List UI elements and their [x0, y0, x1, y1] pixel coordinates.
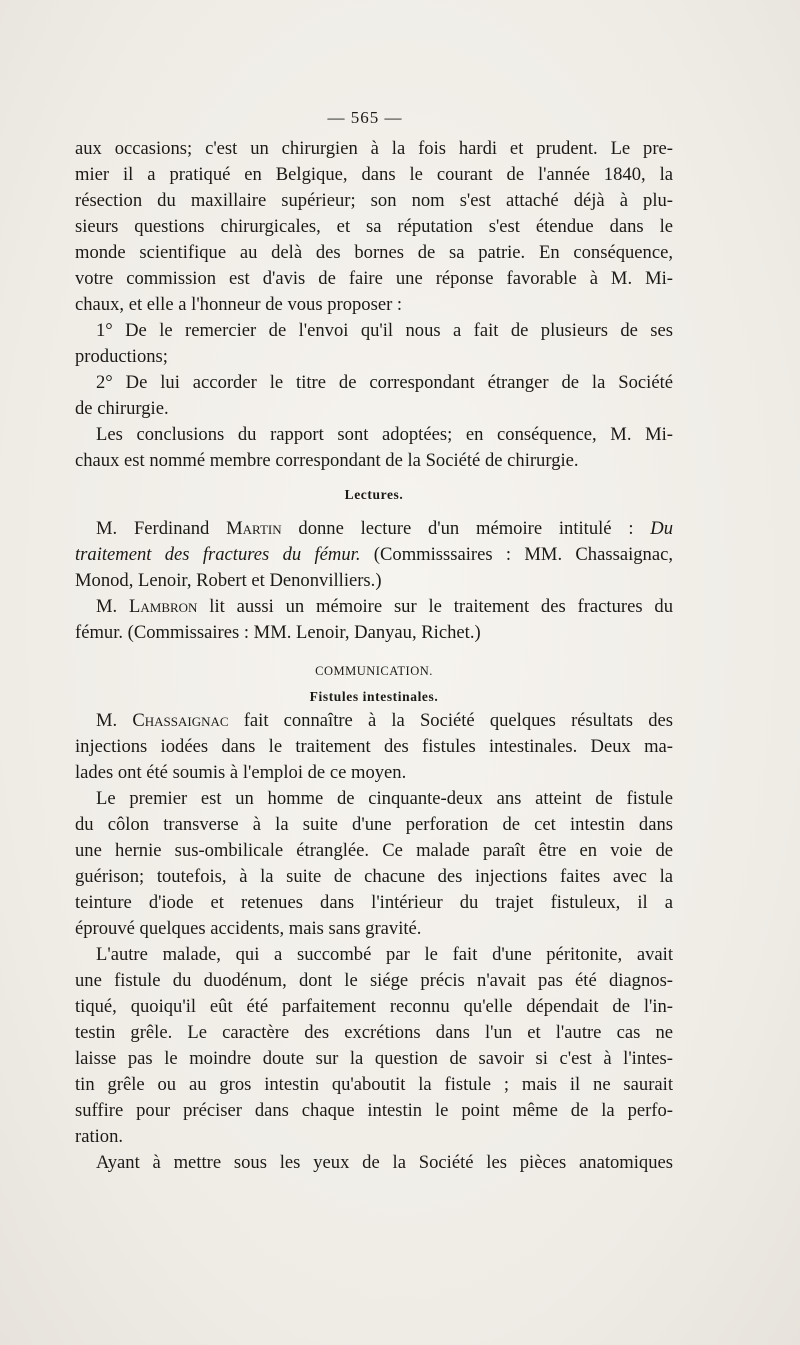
text-line: une fistule du duodénum, dont le siége précis n'avait pas été diagnos-: [75, 970, 673, 991]
paragraph-continuation: [75, 136, 673, 318]
text-line: Ayant à mettre sous les yeux de la Société les pièces anatomiques: [96, 1152, 673, 1173]
text-line: [75, 594, 673, 620]
text-line: aux occasions; c'est un chirurgien à la fois hardi et prudent. Le pre-: [75, 138, 673, 159]
paragraph-autre-malade: [75, 942, 673, 1150]
text-fragment: (Commisssaires : MM. Chassaignac,: [360, 544, 673, 565]
text-line: une hernie sus-ombilicale étranglée. Ce malade paraît être en voie de: [75, 840, 673, 861]
text-line: [75, 516, 673, 542]
text-line: ration.: [75, 1126, 124, 1147]
text-line: laisse pas le moindre doute sur la question de savoir si c'est à l'intes-: [75, 1048, 673, 1069]
text-line: 2° De lui accorder le titre de correspondant étranger de la Société: [96, 372, 673, 393]
text-body: [75, 136, 673, 1176]
text-line: [75, 708, 673, 734]
text-line: Les conclusions du rapport sont adoptées; en conséquence, M. Mi-: [96, 424, 673, 445]
section-heading-lectures: Lectures.: [344, 487, 404, 502]
author-name: Chassaignac: [132, 710, 229, 731]
text-line: de chirurgie.: [75, 398, 169, 419]
text-fragment: lit aussi un mémoire sur le traitement des fractures du: [197, 596, 673, 617]
paragraph-conclusions: [75, 422, 673, 474]
text-line: monde scientifique au delà des bornes de sa patrie. En conséquence,: [75, 242, 673, 263]
text-fragment: donne lecture d'un mémoire intitulé :: [281, 518, 651, 539]
text-line: chaux est nommé membre correspondant de la Société de chirurgie.: [75, 450, 579, 471]
text-line: Monod, Lenoir, Robert et Denonvilliers.): [75, 570, 382, 591]
text-line: Le premier est un homme de cinquante-deux ans atteint de fistule: [96, 788, 673, 809]
text-line: teinture d'iode et retenues dans l'intérieur du trajet fistuleux, il a: [75, 892, 673, 913]
text-line: L'autre malade, qui a succombé par le fait d'une péritonite, avait: [96, 944, 673, 965]
text-fragment: fait connaître à la Société quelques résultats des: [228, 710, 673, 731]
text-line: injections iodées dans le traitement des fistules intestinales. Deux ma-: [75, 736, 673, 757]
text-line: guérison; toutefois, à la suite de chacune des injections faites avec la: [75, 866, 673, 887]
paragraph-lambron: [75, 594, 673, 646]
memoir-title: traitement des fractures du fémur.: [75, 544, 361, 565]
text-line: sieurs questions chirurgicales, et sa réputation s'est étendue dans le: [75, 216, 673, 237]
text-line: chaux, et elle a l'honneur de vous proposer :: [75, 294, 403, 315]
text-line: mier il a pratiqué en Belgique, dans le courant de l'année 1840, la: [75, 164, 673, 185]
text-line: tin grêle ou au gros intestin qu'aboutit la fistule ; mais il ne saurait: [75, 1074, 673, 1095]
page-number: — 565 —: [327, 108, 403, 127]
author-name: Martin: [226, 518, 282, 539]
paragraph-martin: [75, 516, 673, 594]
text-line: testin grêle. Le caractère des excrétions dans l'un et l'autre cas ne: [75, 1022, 673, 1043]
section-heading-communication: COMMUNICATION.: [315, 664, 433, 678]
memoir-title: Du: [650, 518, 673, 539]
text-line: fémur. (Commissaires : MM. Lenoir, Danyau, Richet.): [75, 622, 481, 643]
text-fragment: M. Ferdinand: [96, 518, 227, 539]
text-line: lades ont été soumis à l'emploi de ce moyen.: [75, 762, 407, 783]
text-line: résection du maxillaire supérieur; son nom s'est attaché déjà à plu-: [75, 190, 673, 211]
paragraph-premier-malade: [75, 786, 673, 942]
text-line: tiqué, quoiqu'il eût été parfaitement reconnu qu'elle dépendait de l'in-: [75, 996, 673, 1017]
proposal-item-1: [75, 318, 673, 370]
text-line: votre commission est d'avis de faire une réponse favorable à M. Mi-: [75, 268, 673, 289]
text-line: 1° De le remercier de l'envoi qu'il nous a fait de plusieurs de ses: [96, 320, 673, 341]
text-line: [75, 542, 673, 568]
paragraph-ayant: [75, 1150, 673, 1176]
text-line: du côlon transverse à la suite d'une perforation de cet intestin dans: [75, 814, 673, 835]
proposal-item-2: [75, 370, 673, 422]
author-name: Lambron: [129, 596, 198, 617]
text-line: suffire pour préciser dans chaque intestin le point même de la perfo-: [75, 1100, 673, 1121]
text-line: productions;: [75, 346, 168, 367]
text-fragment: M.: [96, 710, 133, 731]
text-fragment: M.: [96, 596, 130, 617]
section-subheading-fistules: Fistules intestinales.: [309, 689, 439, 704]
text-line: éprouvé quelques accidents, mais sans gravité.: [75, 918, 422, 939]
paragraph-chassaignac: [75, 708, 673, 786]
